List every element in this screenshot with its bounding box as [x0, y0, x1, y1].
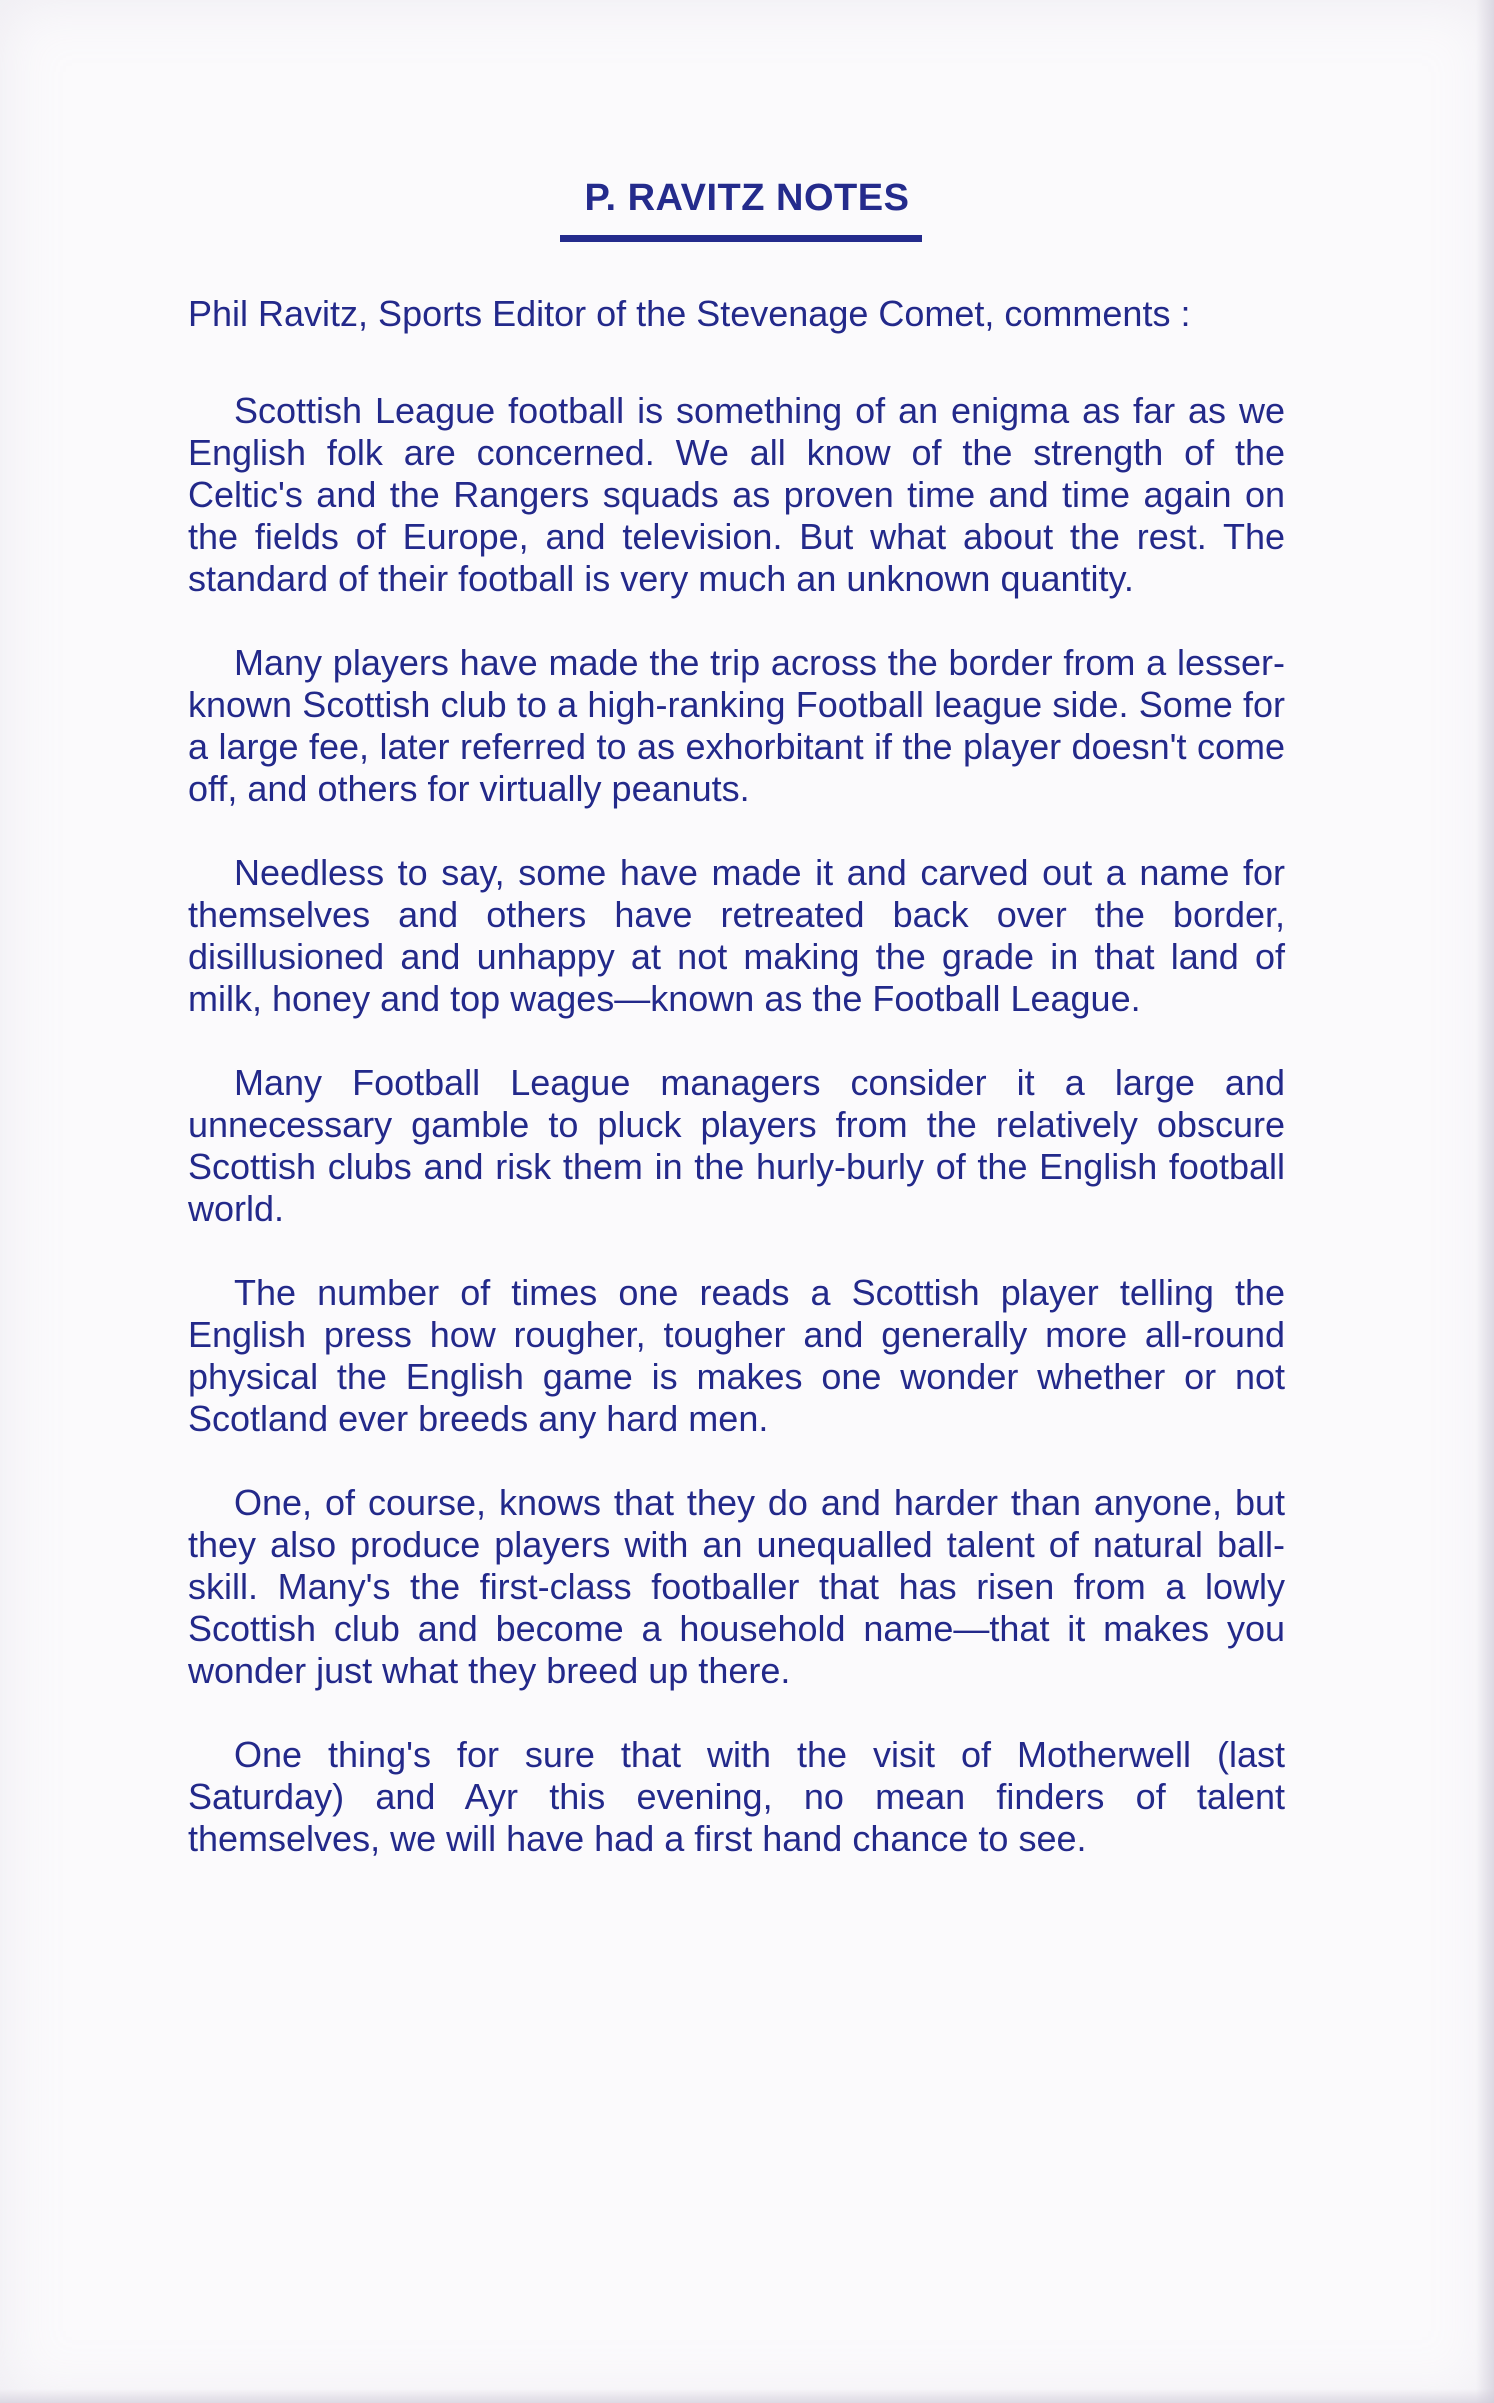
paragraph-7: One thing's for sure that with the visit of Motherwell (last Saturday) and Ayr this evening, no mean finders of talent themselves, we will have had a first hand chance to see. — [188, 1734, 1285, 1859]
paragraph-5: The number of times one reads a Scottish player telling the English press how rougher, tougher and generally more all-round physical the English game is makes one wonder whether or not Scotland ever breeds any hard men. — [188, 1272, 1285, 1439]
intro-line: Phil Ravitz, Sports Editor of the Stevenage Comet, comments : — [188, 293, 1191, 334]
article-body — [188, 293, 1285, 1902]
page-edge-shadow — [1476, 0, 1494, 2403]
title-underline — [560, 235, 922, 242]
paragraph-4: Many Football League managers consider it a large and unnecessary gamble to pluck players from the relatively obscure Scottish clubs and risk them in the hurly-burly of the English football world. — [188, 1062, 1285, 1229]
paragraph-1: Scottish League football is something of an enigma as far as we English folk are concerned. We all know of the strength of the Celtic's and the Rangers squads as proven time and time again on the fields of Europe, and television. But what about the rest. The standard of their football is very much an unknown quantity. — [188, 390, 1285, 599]
paragraph-6: One, of course, knows that they do and harder than anyone, but they also produce players with an unequalled talent of natural ball-skill. Many's the first-class footballer that has risen from a lowly Scottish club and become a household name—that it makes you wonder just what they breed up there. — [188, 1482, 1285, 1691]
page-title: P. RAVITZ NOTES — [584, 177, 910, 219]
paragraph-3: Needless to say, some have made it and carved out a name for themselves and others have retreated back over the border, disillusioned and unhappy at not making the grade in that land of milk, honey and top wages—known as the Football League. — [188, 852, 1285, 1019]
paragraph-2: Many players have made the trip across the border from a lesser-known Scottish club to a high-ranking Football league side. Some for a large fee, later referred to as exhorbitant if the player doesn't come off, and others for virtually peanuts. — [188, 642, 1285, 809]
page-bottom-shadow — [0, 2389, 1494, 2403]
